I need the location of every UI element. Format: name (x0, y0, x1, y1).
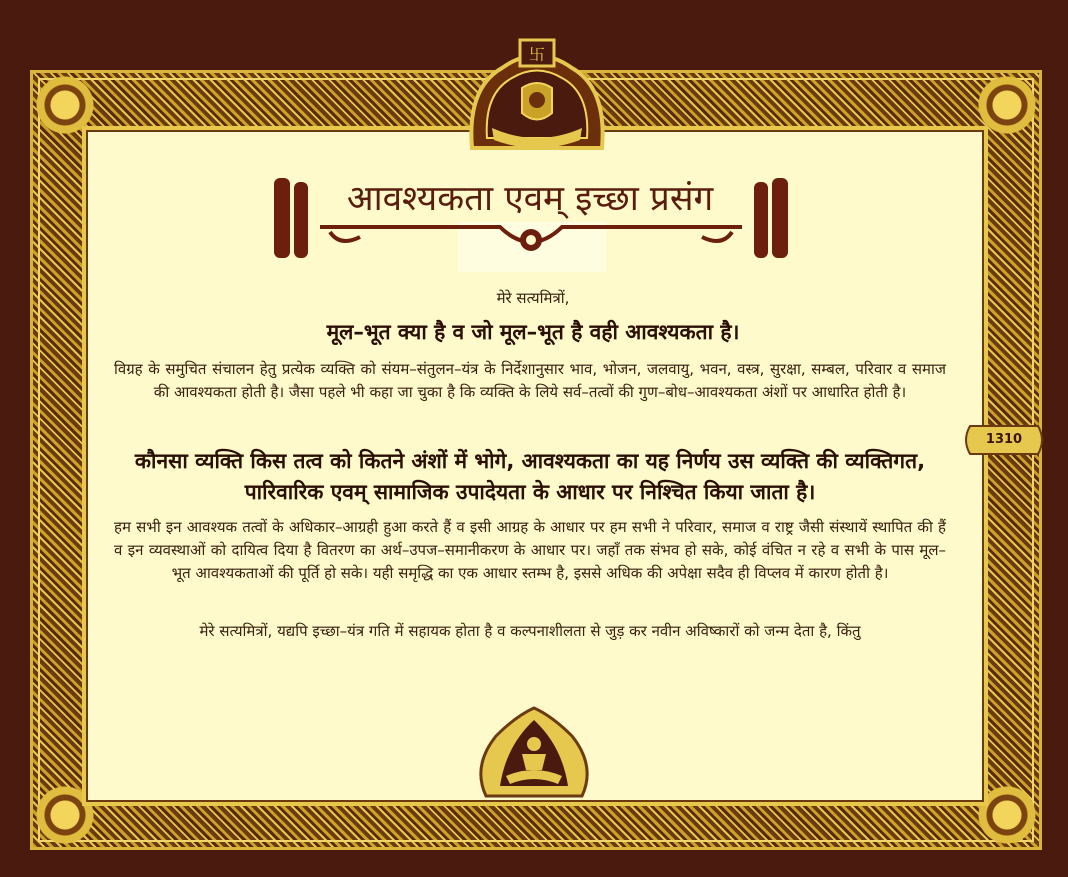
paragraph-1: विग्रह के समुचित संचालन हेतु प्रत्येक व्यक्ति को संयम–संतुलन–यंत्र के निर्देशानुसार भाव, भोजन, जलवायु, भवन, वस्त्र, सुरक्षा, सम्बल, परिवार व समाज की आवश्यकता होती है। जैसा पहले भी कहा जा चुका है कि व्यक्ति के लिये सर्व–तत्वों की गुण–बोध–आवश्यकता अंशों पर आधारित होती है। (114, 360, 946, 401)
paragraph-3: मेरे सत्यमित्रों, यद्यपि इच्छा–यंत्र गति में सहायक होता है व कल्पनाशीलता से जुड़ कर नवीन अविष्कारों को जन्म देता है, किंतु (199, 622, 861, 640)
page-number: 1310 (985, 432, 1023, 447)
heading-1: मूल–भूत क्या है व जो मूल–भूत है वही आवश्यकता है। (326, 320, 740, 344)
lotus-figure-ornament (472, 706, 596, 804)
pillar-ornament-right (754, 178, 788, 258)
page-title: आवश्यकता एवम् इच्छा प्रसंग (346, 179, 714, 219)
crest-banner-text: श्री सनातन हिंदू विधान (508, 125, 566, 133)
paragraph-2: हम सभी इन आवश्यक तत्वों के अधिकार–आग्रही हुआ करते हैं व इसी आग्रह के आधार पर हम सभी ने परिवार, समाज व राष्ट्र जैसी संस्थायें स्थापित की हैं व इन व्यवस्थाओं को दायित्व दिया है वितरण का अर्थ–उपज–समानीकरण के आधार पर। जहाँ तक संभव हो सके, कोई वंचित न रहे व सभी के पास मूल–भूत आवश्यकताओं की पूर्ति हो सके। यही समृद्धि का एक आधार स्तम्भ है, इससे अधिक की अपेक्षा सदैव ही विप्लव में कारण होती है। (114, 518, 946, 582)
pillar-ornament-left (274, 178, 308, 258)
heading-2: कौनसा व्यक्ति किस तत्व को कितने अंशों में भोगे, आवश्यकता का यह निर्णय उस व्यक्ति की व्यक्तिगत, पारिवारिक एवम् सामाजिक उपादेयता के आधार पर निश्चित किया जाता है। (134, 449, 926, 504)
crest-emblem (462, 28, 612, 158)
svg-text:卐: 卐 (528, 45, 546, 64)
salutation: मेरे सत्यमित्रों, (496, 289, 570, 307)
